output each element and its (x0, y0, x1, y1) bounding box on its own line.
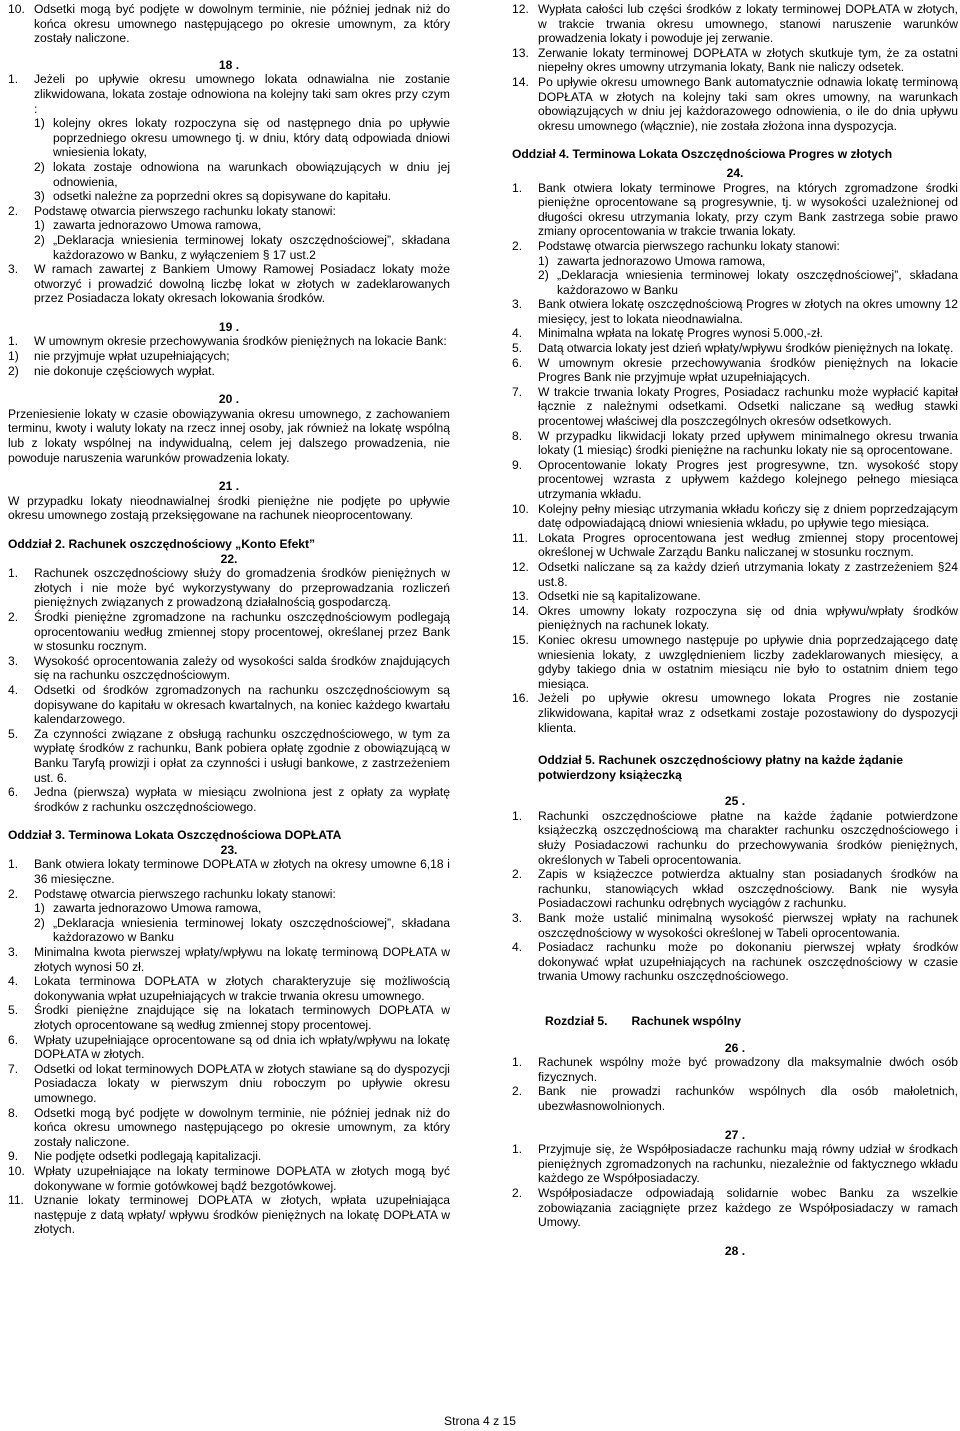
s22-item-4: 4. Odsetki od środków zgromadzonych na rachunku oszczędnościowym są dopisywane do kapitału w okresach kwartalnych, na koniec każdego kwartału kalendarzowego. (8, 682, 450, 727)
oddzial-5-title: Oddział 5. Rachunek oszczędnościowy płatny na każde żądanie potwierdzony książeczką (538, 753, 903, 782)
left-column (8, 2, 450, 1237)
page-number: Strona 4 z 15 (444, 1414, 516, 1428)
s19-sub-2: 2) nie dokonuje częściowych wypłat. (8, 363, 215, 378)
s18-2-sub-2: 2) „Deklaracja wniesienia terminowej lokaty oszczędnościowej”, składana każdorazowo w Banku, z wyłączeniem § 17 ust.2 (34, 232, 450, 262)
s26-item-1: 1. Rachunek wspólny może być prowadzony dla maksymalnie dwóch osób fizycznych. (512, 1055, 958, 1084)
oddzial-3-title: Oddział 3. Terminowa Lokata Oszczędnościowa DOPŁATA (8, 828, 342, 843)
s25-item-1: 1. Rachunki oszczędnościowe płatne na każde żądanie potwierdzone książeczką oszczędnościową ma charakter rachunku oszczędnościowego i służy Posiadaczowi rachunku do przechowywania środków pieniężnych, określonych w Tabeli oprocentowania. (512, 808, 958, 867)
s22-item-3: 3. Wysokość oprocentowania zależy od wysokości salda środków znajdujących się na rachunku oszczędnościowym. (8, 653, 450, 683)
s24-item-5: 5. Datą otwarcia lokaty jest dzień wpłaty/wpływu środków pieniężnych na lokatę. (512, 341, 954, 356)
s23-item-6: 6. Wpłaty uzupełniające oprocentowane są od dnia ich wpłaty/wpływu na lokatę DOPŁATA w złotych. (8, 1032, 450, 1062)
section-18-title: 18 . (218, 57, 240, 72)
s23-item-10: 10. Wpłaty uzupełniające na lokaty terminowe DOPŁATA w złotych mogą być dokonywane w formie gotówkowej bądź bezgotówkowej. (8, 1163, 450, 1193)
s18-1-sub-2: 2) lokata zostaje odnowiona na warunkach obowiązujących w dniu jej odnowienia, (34, 159, 450, 189)
s25-item-4: 4. Posiadacz rachunku może po dokonaniu pierwszej wpłaty środków dokonywać wpłat uzupełniających na rachunek oszczędnościowy w czasie trwania Umowy rachunku oszczędnościowego. (512, 940, 958, 984)
s24-item-10: 10. Kolejny pełny miesiąc utrzymania wkładu kończy się z dniem poprzedzającym datę odpowiadającą dniowi wniesienia wkładu, po upływie tego miesiąca. (512, 501, 958, 531)
s27-item-1: 1. Przyjmuje się, że Współposiadacze rachunku mają równy udział w środkach pieniężnych zgromadzonych na rachunku, niezależnie od faktycznego wkładu każdego ze Współposiadaczy. (512, 1142, 958, 1186)
s23-item-3: 3. Minimalna kwota pierwszej wpłaty/wpływu na lokatę terminową DOPŁATA w złotych wynosi 50 zł. (8, 945, 450, 974)
s24-item-11: 11. Lokata Progres oprocentowana jest według zmiennej stopy procentowej określonej w Uchwale Zarządu Banku naliczanej w stosunku rocznym. (512, 530, 958, 560)
s24-2-sub-1: 1) zawarta jednorazowo Umowa ramowa, (538, 253, 766, 268)
r-item-12: 12. Wypłata całości lub części środków z lokaty terminowej DOPŁATA w złotych, w trakcie trwania okresu umownego, stanowi naruszenie warunków prowadzenia lokaty i powoduje jej zerwanie. (512, 2, 958, 46)
s24-item-12: 12. Odsetki naliczane są za każdy dzień utrzymania lokaty z zastrzeżeniem §24 ust.8. (512, 559, 958, 589)
s19-sub-1: 1) nie przyjmuje wpłat uzupełniających; (8, 349, 230, 364)
r-item-14: 14. Po upływie okresu umownego Bank automatycznie odnawia lokatę terminową DOPŁATA w złotych na kolejny taki sam okres umowny, na warunkach obowiązujących w dniu jej każdorazowego odnowienia, o ile do dnia upływu okresu umownego (włącznie), nie została złożona inna dyspozycja. (512, 74, 958, 133)
section-25-title: 25 . (724, 794, 746, 809)
s24-item-15: 15. Koniec okresu umownego następuje po upływie dnia poprzedzającego datę wniesienia lokaty, z uwzględnieniem liczby zadeklarowanych miesięcy, a gdyby takiego dnia w ostatnim miesiącu nie było to ostatnim dniem tego miesiąca. (512, 632, 958, 691)
s24-item-14: 14. Okres umowny lokaty rozpoczyna się od dnia wpływu/wpłaty środków pieniężnych na rachunek lokaty. (512, 603, 958, 633)
oddzial-2-title: Oddział 2. Rachunek oszczędnościowy „Konto Efekt” (8, 537, 316, 551)
s24-item-8: 8. W przypadku likwidacji lokaty przed upływem minimalnego okresu trwania lokaty (1 miesiąc) środki pieniężne na rachunku lokaty nie są oprocentowane. (512, 428, 958, 458)
s27-item-2: 2. Współposiadacze odpowiadają solidarnie wobec Banku za wszelkie zobowiązania zaciągnięte przez każdego ze Współposiadaczy w ramach Umowy. (512, 1185, 958, 1230)
s18-item-1: 1. Jeżeli po upływie okresu umownego lokata odnawialna nie zostanie zlikwidowana, lokata zostaje odnowiona na kolejny taki sam okres przy czym : (8, 72, 450, 116)
s24-item-9: 9. Oprocentowanie lokaty Progres jest progresywne, tzn. wysokość stopy procentowej wzrasta z upływem każdego kolejnego pełnego miesiąca utrzymania wkładu. (512, 457, 958, 501)
s24-item-3: 3. Bank otwiera lokatę oszczędnościową Progres w złotych na okres umowny 12 miesięcy, jest to lokata nieodnawialna. (512, 297, 958, 326)
s24-item-4: 4. Minimalna wpłata na lokatę Progres wynosi 5.000,-zł. (512, 326, 824, 341)
section-24-title: 24. (726, 165, 744, 180)
s24-item-1: 1. Bank otwiera lokaty terminowe Progres, na których zgromadzone środki pieniężne oprocentowane są progresywnie, tj. w wysokości uzależnionej od długości okresu utrzymania lokaty, przy czym Bank zastrzega sobie prawo zmiany oprocentowania w trakcie trwania lokaty. (512, 180, 958, 239)
section-28-title: 28 . (724, 1243, 746, 1258)
s23-item-4: 4. Lokata terminowa DOPŁATA w złotych charakteryzuje się możliwością dokonywania wpłat uzupełniających w trakcie trwania okresu umownego. (8, 974, 450, 1003)
s18-item-2: 2. Podstawę otwarcia pierwszego rachunku lokaty stanowi: (8, 203, 336, 218)
s22-item-5: 5. Za czynności związane z obsługą rachunku oszczędnościowego, w tym za wypłatę środków z rachunku, Bank pobiera opłatę zgodnie z obowiązującą w Banku Taryfą prowizji i opłat za czynności i usługi bankowe, z zastrzeżeniem ust. 6. (8, 726, 450, 785)
section-19-title: 19 . (218, 319, 240, 334)
section-22-title: 22. (220, 551, 238, 566)
s26-item-2: 2. Bank nie prowadzi rachunków wspólnych dla osób małoletnich, ubezwłasnowolnionych. (512, 1084, 958, 1113)
section-21-title: 21 . (218, 479, 240, 494)
s23-2-sub-2: 2) „Deklaracja wniesienia terminowej lokaty oszczędnościowej”, składana każdorazowo w Banku (34, 915, 450, 945)
s23-item-7: 7. Odsetki od lokat terminowych DOPŁATA w złotych stawiane są do dyspozycji Posiadacza lokaty w pierwszym dniu roboczym po upływie okresu umownego. (8, 1061, 450, 1105)
s24-item-7: 7. W trakcie trwania lokaty Progres, Posiadacz rachunku może wypłacić kapitał łącznie z należnymi odsetkami. Odsetki naliczane są według stawki procentowej właściwej dla poszczególnych okresów odsetkowych. (512, 384, 958, 429)
s18-1-sub-3: 3) odsetki należne za poprzedni okres są dopisywane do kapitału. (34, 189, 392, 204)
section-20-text: Przeniesienie lokaty w czasie obowiązywania okresu umownego, z zachowaniem terminu, kwoty i waluty lokaty na rzecz innej osoby, jak również na lokatę wspólną lub z lokaty wspólnej na indywidualną, celem jej dalszego prowadzenia, nie powoduje naruszenia warunków prowadzenia lokaty. (8, 406, 450, 465)
s18-2-sub-1: 1) zawarta jednorazowo Umowa ramowa, (34, 218, 262, 233)
section-20-title: 20 . (218, 392, 240, 407)
s18-item-3: 3. W ramach zawartej z Bankiem Umowy Ramowej Posiadacz lokaty może otworzyć i prowadzić dowolną liczbę lokat w złotych w zadeklarowanych przez Posiadacza lokaty okresach lokowania środków. (8, 262, 450, 306)
s24-item-2: 2. Podstawę otwarcia pierwszego rachunku lokaty stanowi: (512, 238, 840, 253)
item-10: 10. Odsetki mogą być podjęte w dowolnym terminie, nie później jednak niż do końca okresu umownego następującego po okresie umownym, za który zostały naliczone. (8, 2, 450, 46)
section-27-title: 27 . (724, 1127, 746, 1142)
s23-item-5: 5. Środki pieniężne znajdujące się na lokatach terminowych DOPŁATA w złotych oprocentowane są według zmiennej stopy procentowej. (8, 1003, 450, 1032)
s22-item-6: 6. Jedna (pierwsza) wypłata w miesiącu zwolniona jest z opłaty za wypłatę środków z rachunku oszczędnościowego. (8, 785, 450, 814)
s24-item-13: 13. Odsetki nie są kapitalizowane. (512, 589, 701, 604)
s23-item-2: 2. Podstawę otwarcia pierwszego rachunku lokaty stanowi: (8, 886, 336, 901)
s23-item-11: 11. Uznanie lokaty terminowej DOPŁATA w złotych, wpłata uzupełniająca następuje z datą wpłaty/ wpływu środków pieniężnych na lokatę DOPŁATA w złotych. (8, 1193, 450, 1237)
s23-item-9: 9. Nie podjęte odsetki podlegają kapitalizacji. (8, 1149, 262, 1164)
s25-item-2: 2. Zapis w książeczce potwierdza aktualny stan posiadanych środków na rachunku, stanowiących wkład oszczędnościowy. Bank nie wysyła Posiadaczowi rachunku odrębnych wyciągów z rachunku. (512, 867, 958, 911)
section-26-title: 26 . (724, 1040, 746, 1055)
s22-item-2: 2. Środki pieniężne zgromadzone na rachunku oszczędnościowym podlegają oprocentowaniu według zmiennej stopy procentowej, określanej przez Bank w stosunku rocznym. (8, 609, 450, 654)
r-item-13: 13. Zerwanie lokaty terminowej DOPŁATA w złotych skutkuje tym, że za ostatni niepełny okres umowny utrzymania lokaty, Bank nie naliczy odsetek. (512, 45, 958, 75)
oddzial-4-title: Oddział 4. Terminowa Lokata Oszczędnościowa Progres w złotych (512, 147, 893, 162)
s24-item-6: 6. W umownym okresie przechowywania środków pieniężnych na lokacie Progres Bank nie przyjmuje wpłat uzupełniających. (512, 355, 958, 385)
s24-item-16: 16. Jeżeli po upływie okresu umownego lokata Progres nie zostanie zlikwidowana, kapitał wraz z odsetkami zostaje pozostawiony do dyspozycji klienta. (512, 691, 958, 735)
s18-1-sub-1: 1) kolejny okres lokaty rozpoczyna się od następnego dnia po upływie poprzedniego okresu umownego tj. w dniu, który datą odpowiada dniowi wniesienia lokaty, (34, 116, 450, 160)
right-column (512, 2, 958, 1258)
s23-item-1: 1. Bank otwiera lokaty terminowe DOPŁATA w złotych na okresy umowne 6,18 i 36 miesięczne. (8, 857, 450, 887)
section-23-title: 23. (220, 842, 238, 857)
section-21-text: W przypadku lokaty nieodnawialnej środki pieniężne nie podjęte po upływie okresu umownego zostają przeksięgowane na rachunek nieoprocentowany. (8, 493, 450, 523)
s23-2-sub-1: 1) zawarta jednorazowo Umowa ramowa, (34, 901, 262, 916)
s19-item-1: 1. W umownym okresie przechowywania środków pieniężnych na lokacie Bank: (8, 334, 447, 349)
s25-item-3: 3. Bank może ustalić minimalną wysokość pierwszej wpłaty na rachunek oszczędnościowy w wysokości określonej w Tabeli oprocentowania. (512, 911, 958, 940)
s22-item-1: 1. Rachunek oszczędnościowy służy do gromadzenia środków pieniężnych w złotych i nie może być wykorzystywany do przeprowadzania rozliczeń pieniężnych związanych z prowadzoną działalnością gospodarczą. (8, 566, 450, 610)
s23-item-8: 8. Odsetki mogą być podjęte w dowolnym terminie, nie później jednak niż do końca okresu umownego następującego po okresie umownym, za który zostały naliczone. (8, 1105, 450, 1149)
rozdzial-5-title: Rozdział 5. Rachunek wspólny (545, 1014, 742, 1028)
s24-2-sub-2: 2) „Deklaracja wniesienia terminowej lokaty oszczędnościowej”, składana każdorazowo w Banku (538, 268, 958, 297)
